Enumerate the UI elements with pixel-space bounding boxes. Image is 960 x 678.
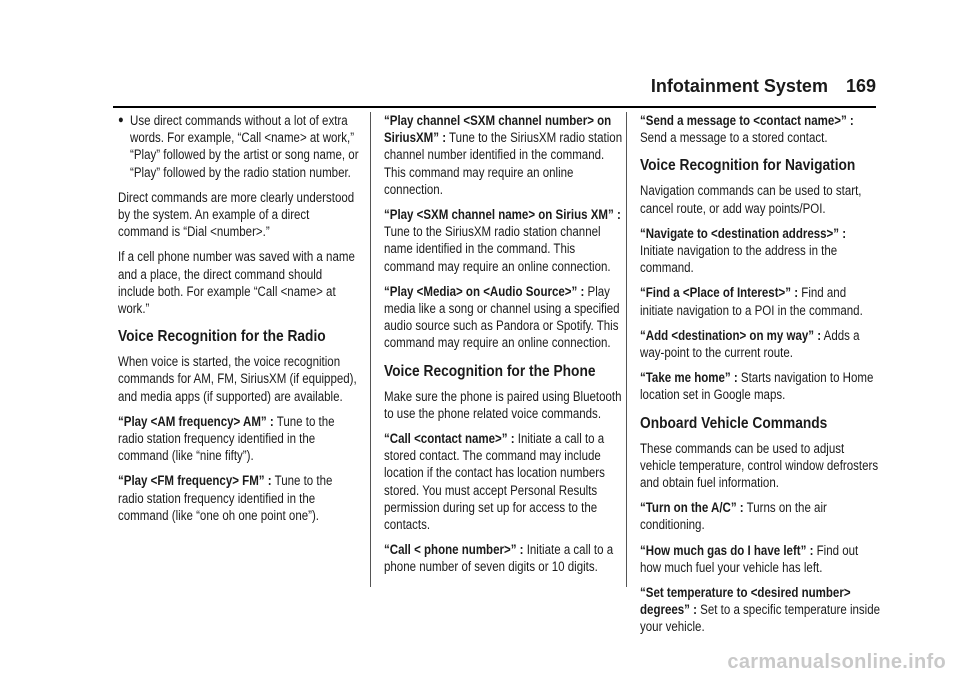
command-entry — [640, 499, 883, 533]
command-entry — [640, 542, 883, 576]
column-divider — [370, 112, 371, 587]
command-label: “Take me home” : — [640, 370, 738, 386]
command-description: Initiate a call to a stored contact. The command may include location if the contact has location numbers stored. You must accept Personal Results permission during set up for access to the contacts. — [384, 431, 605, 533]
command-description: Tune to the SiriusXM radio station channel name identified in the command. This command may require an online connection. — [384, 224, 611, 274]
bullet-icon: ● — [118, 114, 124, 126]
command-entry — [384, 112, 627, 198]
page-number: 169 — [845, 76, 876, 96]
command-entry — [384, 206, 627, 275]
command-description: Starts navigation to Home location set in Google maps. — [640, 370, 874, 403]
command-entry — [384, 541, 627, 575]
command-description: Tune to the radio station frequency identified in the command (like “one oh one point one”). — [118, 473, 333, 523]
command-description: Tune to the SiriusXM radio station channel number identified in the command. This command may require an online connection. — [384, 130, 623, 197]
command-label: “Play <AM frequency> AM” : — [118, 413, 274, 429]
command-entry — [118, 472, 361, 524]
command-entry — [640, 284, 883, 318]
command-entry — [640, 112, 883, 146]
paragraph: If a cell phone number was saved with a name and a place, the direct command should include both. For example “Call <name> at work.” — [118, 249, 355, 317]
command-label: “How much gas do I have left” : — [640, 542, 814, 558]
command-label: “Play <Media> on <Audio Source>” : — [384, 283, 585, 299]
column-middle — [384, 112, 627, 584]
command-label: “Find a <Place of Interest>” : — [640, 285, 799, 301]
page-header — [0, 76, 876, 97]
command-label: “Play <FM frequency> FM” : — [118, 473, 272, 489]
command-description: Initiate a call to a phone number of seven digits or 10 digits. — [384, 542, 614, 575]
paragraph: When voice is started, the voice recognition commands for AM, FM, SiriusXM (if equipped), and media apps (if supported) are available. — [118, 354, 357, 404]
command-entry — [640, 584, 883, 636]
command-entry — [640, 327, 883, 361]
section-heading-vehicle: Onboard Vehicle Commands — [640, 414, 828, 432]
command-entry — [384, 283, 627, 352]
paragraph: Navigation commands can be used to start, cancel route, or add way points/POI. — [640, 183, 862, 216]
command-label: “Turn on the A/C” : — [640, 500, 744, 516]
command-entry — [640, 225, 883, 277]
command-description: Turns on the air conditioning. — [640, 500, 827, 533]
command-label: “Play <SXM channel name> on Sirius XM” : — [384, 207, 621, 223]
column-left — [118, 112, 361, 532]
command-description: Initiate navigation to the address in the command. — [640, 243, 838, 276]
page-title: Infotainment System — [650, 76, 828, 96]
command-label: “Add <destination> on my way” : — [640, 327, 822, 343]
command-description: Tune to the radio station frequency identified in the command (like “nine fifty”). — [118, 413, 335, 464]
bullet-text: Use direct commands without a lot of extra words. For example, “Call <name> at work,” “Play” followed by the artist or song name, or “Play” followed by the radio station number. — [130, 113, 359, 180]
header-rule — [113, 106, 876, 108]
command-label: “Call <contact name>” : — [384, 431, 515, 447]
command-label: “Set temperature to <desired number> degrees” : — [640, 585, 851, 618]
paragraph: These commands can be used to adjust vehicle temperature, control window defrosters and obtain fuel information. — [640, 440, 879, 491]
command-label: “Navigate to <destination address>” : — [640, 225, 847, 241]
section-heading-phone: Voice Recognition for the Phone — [384, 362, 596, 380]
command-description: Play media like a song or channel using a specified audio source such as Pandora or Spotify. This command may require an online connection. — [384, 283, 620, 351]
command-entry — [384, 430, 627, 533]
command-description: Set to a specific temperature inside your vehicle. — [640, 602, 881, 635]
paragraph: Make sure the phone is paired using Bluetooth to use the phone related voice commands. — [384, 388, 622, 421]
command-description: Find out how much fuel your vehicle has left. — [640, 542, 859, 575]
command-entry — [640, 369, 883, 403]
watermark: carmanualsonline.info — [727, 651, 946, 673]
section-heading-navigation: Voice Recognition for Navigation — [640, 157, 856, 175]
command-description: Adds a way-point to the current route. — [640, 327, 860, 361]
command-label: “Play channel <SXM channel number> on SiriusXM” : — [384, 113, 612, 146]
list-item — [118, 112, 361, 181]
command-label: “Send a message to <contact name>” : — [640, 113, 854, 128]
command-description: Find and initiate navigation to a POI in the command. — [640, 285, 863, 318]
paragraph: Direct commands are more clearly understood by the system. An example of a direct command is “Dial <number>.” — [118, 189, 355, 240]
command-description: Send a message to a stored contact. — [640, 130, 828, 146]
command-label: “Call < phone number>” : — [384, 542, 524, 558]
section-heading-radio: Voice Recognition for the Radio — [118, 328, 326, 346]
column-right — [640, 112, 883, 644]
command-entry — [118, 413, 361, 465]
